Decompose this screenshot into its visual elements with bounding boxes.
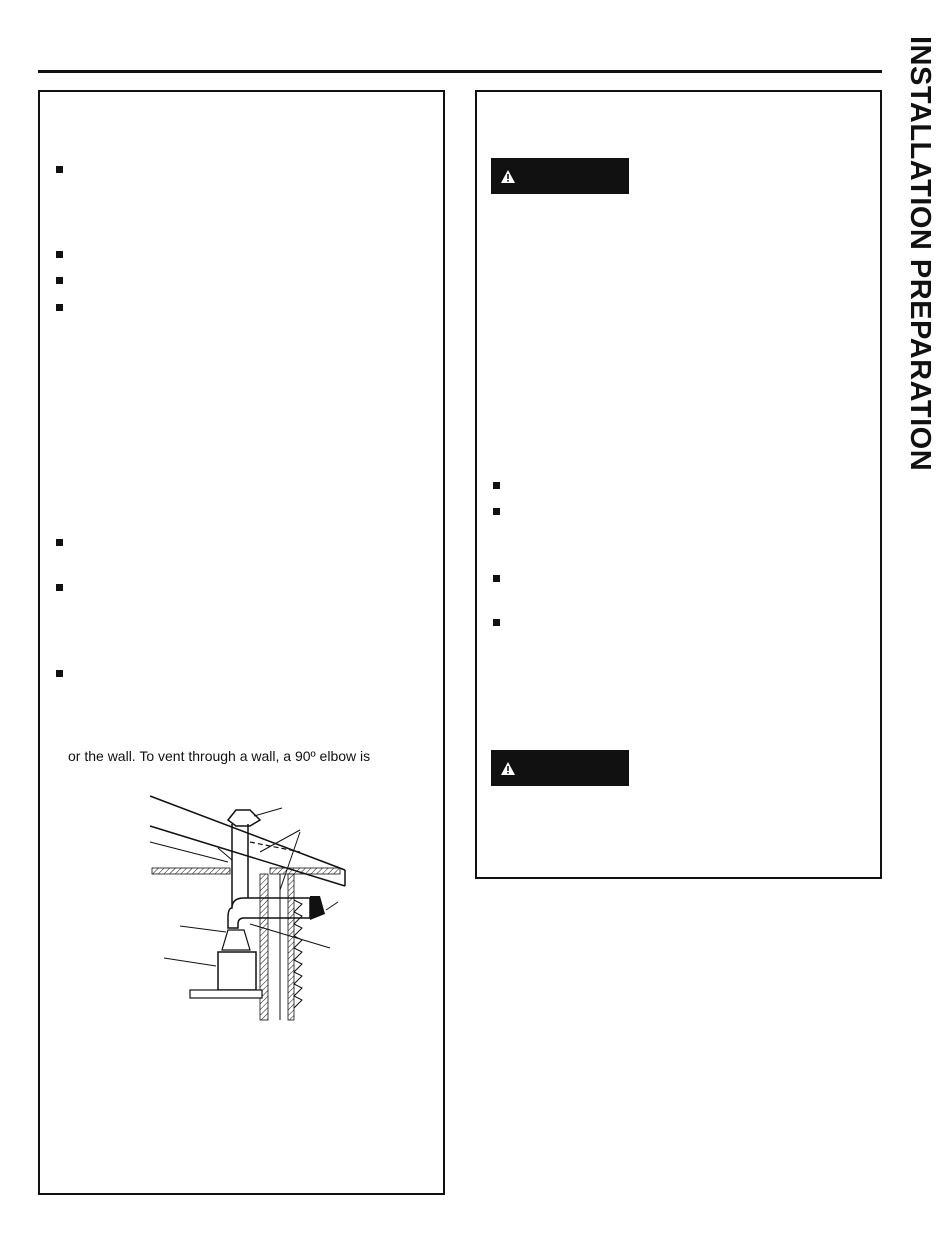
- bullet-marker: [56, 251, 63, 258]
- bullet-marker: [56, 166, 63, 173]
- bullet-marker: [493, 619, 500, 626]
- bullet-marker: [56, 584, 63, 591]
- section-side-title: INSTALLATION PREPARATION: [904, 36, 936, 472]
- warning-triangle-icon: [501, 170, 515, 183]
- bullet-marker: [493, 508, 500, 515]
- top-rule: [38, 70, 882, 73]
- body-text-line: or the wall. To vent through a wall, a 90º elbow is: [68, 748, 371, 764]
- bullet-marker: [56, 304, 63, 311]
- warning-label: [491, 750, 629, 786]
- warning-triangle-icon: [501, 762, 515, 775]
- bullet-marker: [493, 575, 500, 582]
- warning-label: [491, 158, 629, 194]
- bullet-marker: [493, 482, 500, 489]
- bullet-marker: [56, 277, 63, 284]
- vent-ducting-diagram: [140, 790, 360, 1030]
- bullet-marker: [56, 670, 63, 677]
- bullet-marker: [56, 539, 63, 546]
